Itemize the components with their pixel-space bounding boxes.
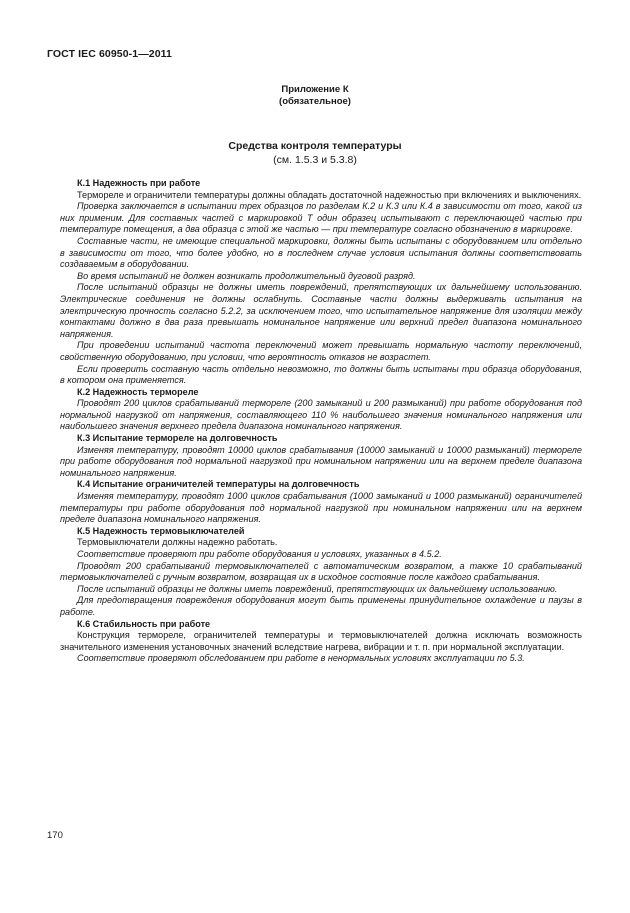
paragraph: Составные части, не имеющие специальной маркировки, должны быть испытаны с оборудованием или отдельно в зависимости от того, что более удобно, но в последнем случае условия испытания должны соответствовать создаваемым в оборудовании. xyxy=(60,235,582,270)
paragraph: Если проверить составную часть отдельно невозможно, то должны быть испытаны три образца оборудования, в котором она применяется. xyxy=(60,363,582,386)
paragraph: Изменяя температуру, проводят 10000 циклов срабатывания (10000 замыканий и 10000 размыканий) термореле при работе оборудования под нормальной нагрузкой при номинальном напряжении или на верхнем пределе диапазона номинального напряжения. xyxy=(60,444,582,478)
section-heading-k6: К.6 Стабильность при работе xyxy=(77,618,211,629)
paragraph: Для предотвращения повреждения оборудования могут быть применены принудительное охлаждение и паузы в работе. xyxy=(60,595,582,617)
paragraph: Соответствие проверяют обследованием при работе в ненормальных условиях эксплуатации по 5.3. xyxy=(77,653,525,664)
document-body xyxy=(60,178,582,665)
page-number: 170 xyxy=(47,830,63,841)
paragraph: Конструкция термореле, ограничителей температуры и термовыключателей должна исключать возможность значительного изменения установочных значений вследствие нагрева, вибрации и т. п. при нормальной эксплуатации. xyxy=(60,630,582,652)
paragraph: Термовыключатели должны надежно работать. xyxy=(77,537,278,548)
paragraph: После испытаний образцы не должны иметь повреждений, препятствующих их дальнейшему использованию. xyxy=(77,583,558,594)
paragraph: Проводят 200 циклов срабатываний термореле (200 замыканий и 200 размыканий) при работе оборудования под нормальной нагрузкой от напряжения, составляющего 110 % наибольшего значения номинального напряжения или наибольшего значения верхнего предела диапазона номинального напряжения. xyxy=(60,398,582,432)
paragraph: Соответствие проверяют при работе оборудования и условиях, указанных в 4.5.2. xyxy=(77,549,442,559)
annex-status: (обязательное) xyxy=(279,96,351,107)
section-heading-k4: К.4 Испытание ограничителей температуры на долговечность xyxy=(77,479,360,490)
section-heading-k3: К.3 Испытание термореле на долговечность xyxy=(77,433,278,444)
page-title: Средства контроля температуры xyxy=(228,140,402,152)
section-heading-k5: К.5 Надежность термовыключателей xyxy=(77,525,245,536)
title-reference: (см. 1.5.3 и 5.3.8) xyxy=(273,154,357,166)
section-heading-k2: К.2 Надежность термореле xyxy=(77,386,199,397)
paragraph: Изменяя температуру, проводят 1000 циклов срабатывания (1000 замыканий и 1000 размыканий) ограничителей температуры при работе оборудования под нормальной нагрузкой при номинальном напряжении или на верхнем пределе диапазона номинального напряжения. xyxy=(60,491,582,525)
paragraph: Термореле и ограничители температуры должны обладать достаточной надежностью при включениях и выключениях. xyxy=(77,189,582,200)
standard-header: ГОСТ IEC 60950-1—2011 xyxy=(47,48,172,60)
section-heading-k1: К.1 Надежность при работе xyxy=(77,178,201,188)
paragraph: Проводят 200 срабатываний термовыключателей с автоматическим возвратом, а также 10 срабатываний термовыключателей с ручным возвратом, возвращая их в исходное состояние после каждого срабатывания. xyxy=(60,560,582,583)
paragraph: Во время испытаний не должен возникать продолжительный дуговой разряд. xyxy=(77,270,416,281)
annex-name: Приложение К xyxy=(281,84,349,95)
paragraph: Проверка заключается в испытании трех образцов по разделам К.2 и К.3 или К.4 в зависимости от того, какой из них применим. Для составных частей с маркировкой T один образец испытывают с переключающей частью при температуре помещения, а два образца с этой же частью — при температуре согласно обозначению в маркировке. xyxy=(60,201,582,235)
paragraph: После испытаний образцы не должны иметь повреждений, препятствующих их дальнейшему использованию. Электрические соединения не должны ослабнуть. Составные части должны выдерживать испытания на электрическую прочность согласно 5.2.2, за исключением того, что испытательное напряжение для изоляции между контактами должно в два раза превышать номинальное напряжение или верхний предел диапазона номинального напряжения. xyxy=(60,282,582,339)
paragraph: При проведении испытаний частота переключений может превышать нормальную частоту переключений, свойственную оборудованию, при условии, что вероятность отказов не возрастет. xyxy=(60,340,582,362)
